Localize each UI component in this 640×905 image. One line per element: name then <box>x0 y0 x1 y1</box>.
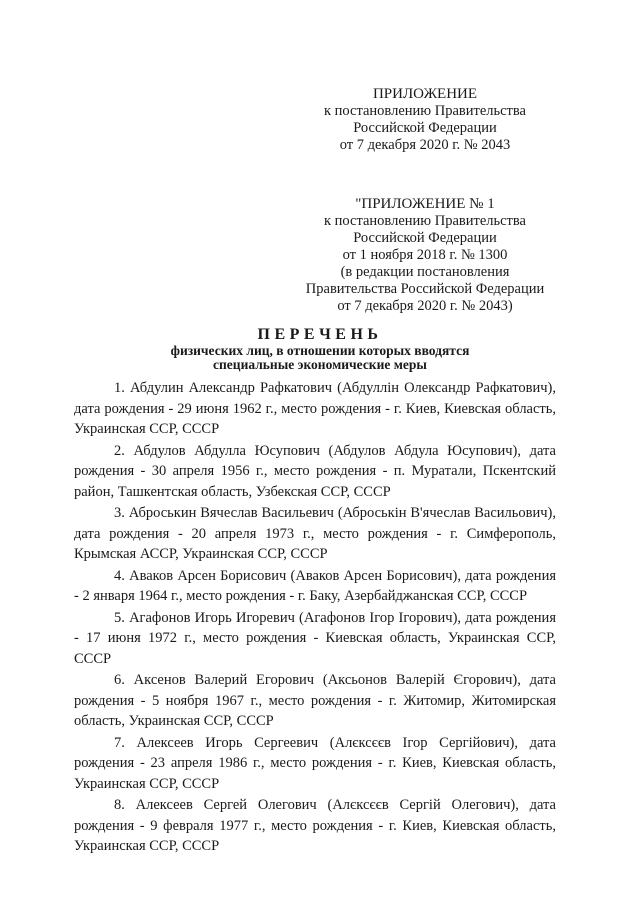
appendix1-header <box>300 196 550 315</box>
list-entry-8: 8. Алексеев Сергей Олегович (Алєксєєв Сергій Олегович), дата рождения - 9 февраля 1977 г., место рождения - г. Киев, Киевская область, Украинская ССР, СССР <box>74 797 556 854</box>
appendix-line-1: к постановлению Правительства <box>324 103 526 119</box>
list-entry-6: 6. Аксенов Валерий Егорович (Аксьонов Валерій Єгорович), дата рождения - 5 ноября 1967 г., место рождения - г. Житомир, Житомирская область, Украинская ССР, СССР <box>74 672 556 729</box>
list-entry-5: 5. Агафонов Игорь Игоревич (Агафонов Ігор Ігорович), дата рождения - 17 июня 1972 г., место рождения - Киевская область, Украинская ССР, СССР <box>74 609 556 667</box>
list-entry-7: 7. Алексеев Игорь Сергеевич (Алєксєєв Ігор Сергійович), дата рождения - 23 апреля 1986 г., место рождения - г. Киев, Киевская область, Украинская ССР, СССР <box>74 734 556 792</box>
entries-list <box>74 378 556 858</box>
list-subtitle-line-2: специальные экономические меры <box>213 357 427 372</box>
appendix-header <box>300 86 550 154</box>
list-heading: ПЕРЕЧЕНЬ <box>257 326 383 343</box>
list-entry-1: 1. Абдулин Александр Рафкатович (Абдуллін Олександр Рафкатович), дата рождения - 29 июня 1962 г., место рождения - г. Киев, Киевская область, Украинская ССР, СССР <box>74 380 556 437</box>
appendix1-line-6: от 7 декабря 2020 г. № 2043) <box>337 298 513 314</box>
appendix1-title: "ПРИЛОЖЕНИЕ № 1 <box>355 196 495 212</box>
appendix1-line-5: Правительства Российской Федерации <box>305 281 545 297</box>
appendix1-line-4: (в редакции постановления <box>340 264 510 280</box>
list-entry-3: 3. Аброськин Вячеслав Васильевич (Аброськін В'ячеслав Васильович), дата рождения - 20 апреля 1973 г., место рождения - г. Симферополь, Крымская АССР, Украинская ССР, СССР <box>74 505 556 562</box>
list-subtitle <box>60 344 580 372</box>
appendix1-line-1: к постановлению Правительства <box>324 213 526 229</box>
appendix-line-2: Российской Федерации <box>353 120 497 136</box>
appendix1-line-3: от 1 ноября 2018 г. № 1300 <box>342 247 508 263</box>
appendix1-line-2: Российской Федерации <box>353 230 497 246</box>
list-entry-4: 4. Аваков Арсен Борисович (Аваков Арсен Борисович), дата рождения - 2 января 1964 г., место рождения - г. Баку, Азербайджанская ССР, СССР <box>74 567 556 604</box>
list-subtitle-line-1: физических лиц, в отношении которых вводятся <box>170 343 470 358</box>
appendix-line-3: от 7 декабря 2020 г. № 2043 <box>339 137 511 153</box>
appendix-title: ПРИЛОЖЕНИЕ <box>372 86 478 102</box>
list-entry-2: 2. Абдулов Абдулла Юсупович (Абдулов Абдула Юсупович), дата рождения - 30 апреля 1956 г., место рождения - п. Муратали, Пскентский район, Ташкентская область, Узбекская ССР, СССР <box>74 442 556 500</box>
